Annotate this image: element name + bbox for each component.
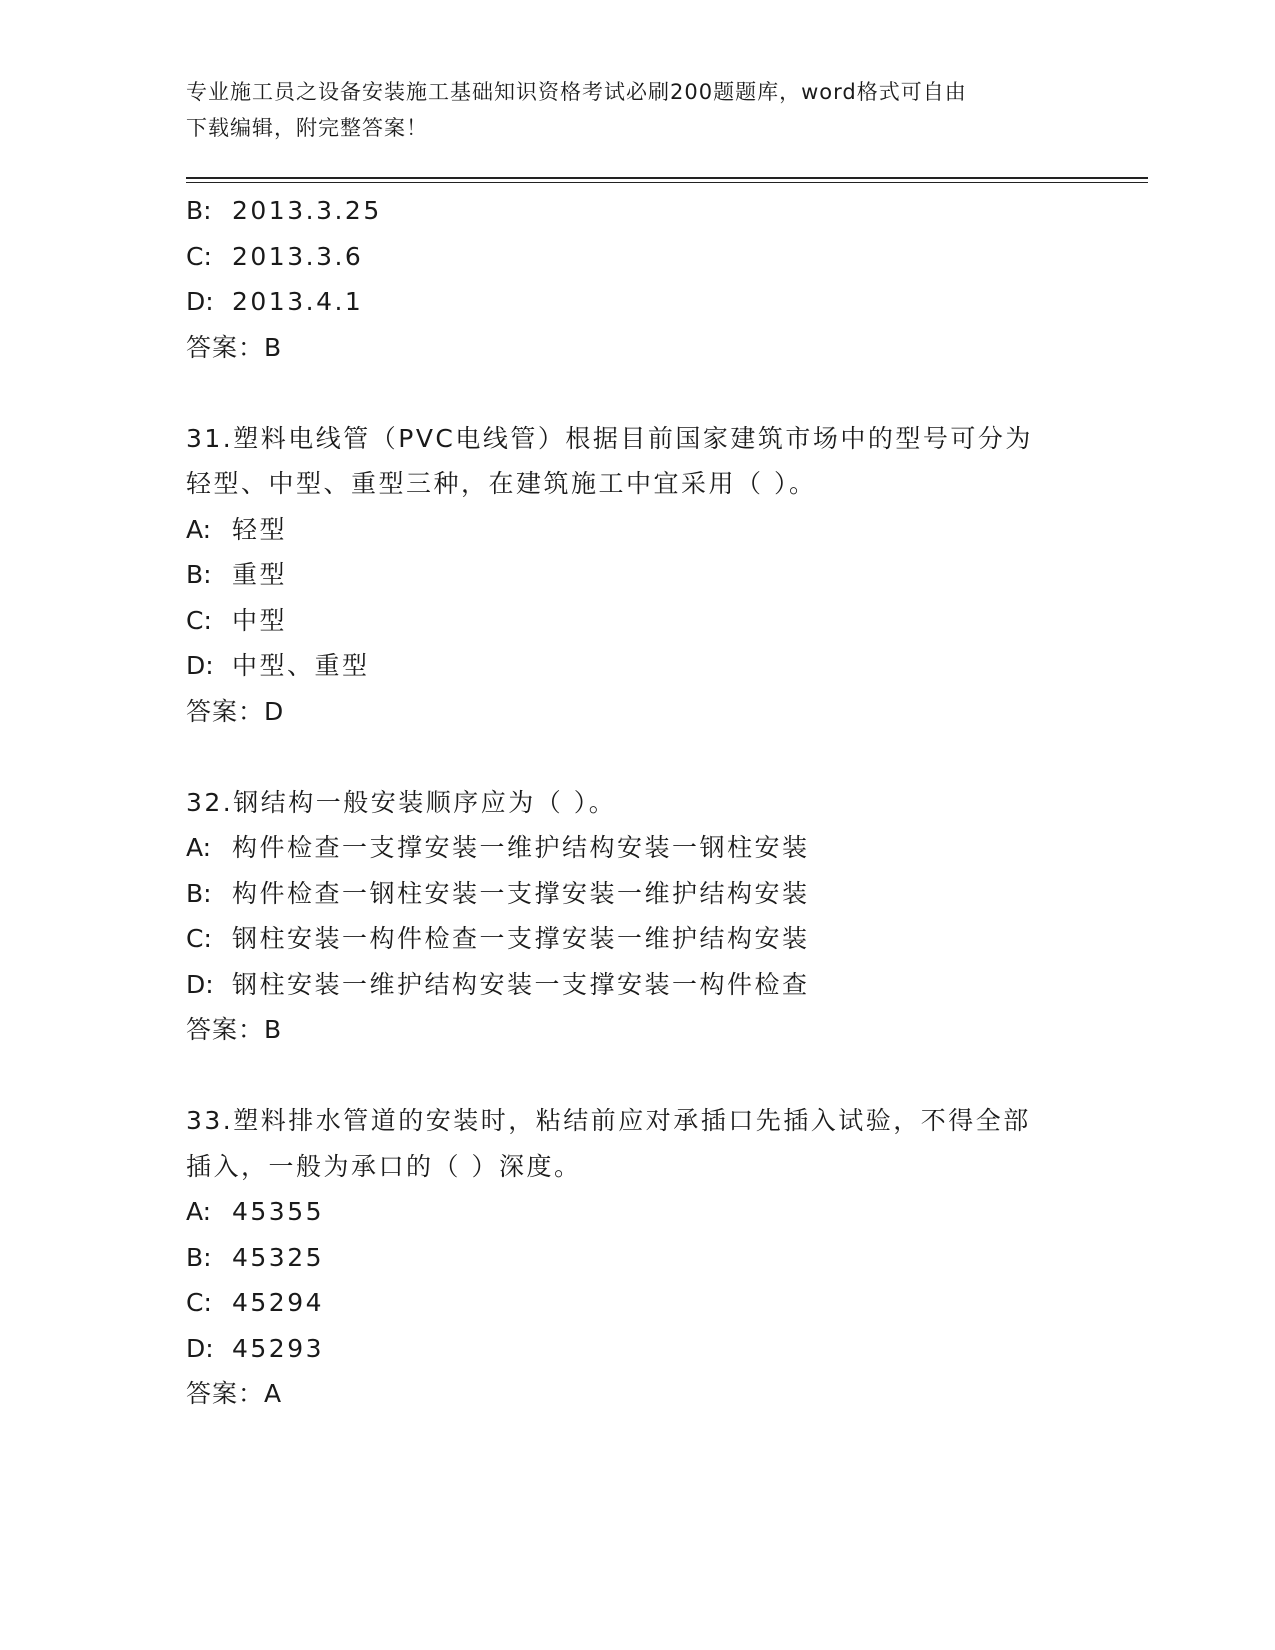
option-text: 重型: [232, 560, 288, 589]
option-key: C:: [186, 241, 212, 271]
option-a: [186, 825, 1086, 871]
option-d: [186, 962, 1086, 1008]
option-text: 2013.4.1: [232, 287, 364, 316]
question-30-continuation: [186, 188, 1086, 370]
question-stem-line: 插入，一般为承口的（ ）深度。: [186, 1151, 582, 1181]
option-text: 2013.3.25: [232, 196, 382, 225]
answer-line: 答案：B: [186, 1015, 283, 1044]
option-text: 钢柱安装一维护结构安装一支撑安装一构件检查: [232, 969, 810, 999]
option-text: 中型: [232, 605, 288, 635]
header-divider-thick: [186, 177, 1148, 179]
option-d: [186, 279, 1086, 325]
option-a: [186, 1189, 1086, 1235]
option-key: B:: [186, 878, 212, 908]
option-c: [186, 916, 1086, 962]
option-b: [186, 188, 1086, 234]
option-c: [186, 598, 1086, 644]
option-b: [186, 552, 1086, 598]
option-text: 构件检查一钢柱安装一支撑安装一维护结构安装: [232, 878, 810, 908]
answer-line: 答案：D: [186, 696, 285, 726]
question-stem-line: 轻型、中型、重型三种，在建筑施工中宜采用（ ）。: [186, 469, 817, 498]
option-key: C:: [186, 924, 212, 953]
option-text: 钢柱安装一构件检查一支撑安装一维护结构安装: [232, 924, 810, 953]
header-title-line-1: 专业施工员之设备安装施工基础知识资格考试必刷200题题库，word格式可自由: [186, 80, 967, 104]
option-a: [186, 507, 1086, 553]
option-b: [186, 1235, 1086, 1281]
option-c: [186, 1280, 1086, 1326]
page-header: [186, 74, 1066, 146]
answer-line: 答案：B: [186, 332, 283, 362]
option-key: C:: [186, 1288, 212, 1317]
option-key: D:: [186, 1333, 214, 1363]
option-text: 构件检查一支撑安装一维护结构安装一钢柱安装: [232, 833, 810, 862]
option-text: 45294: [232, 1288, 325, 1317]
question-stem-line: 32.钢结构一般安装顺序应为（ ）。: [186, 787, 617, 817]
option-key: A:: [186, 514, 212, 544]
option-key: B:: [186, 196, 212, 225]
option-text: 轻型: [232, 514, 288, 544]
question-stem-line: 33.塑料排水管道的安装时，粘结前应对承插口先插入试验，不得全部: [186, 1106, 1031, 1135]
question-33: [186, 1098, 1086, 1417]
option-key: A:: [186, 1197, 212, 1226]
option-text: 45293: [232, 1333, 325, 1363]
option-b: [186, 871, 1086, 917]
question-31: [186, 416, 1086, 735]
option-text: 2013.3.6: [232, 241, 364, 271]
option-text: 中型、重型: [232, 651, 370, 680]
question-list: [186, 188, 1086, 1417]
question-stem-line: 31.塑料电线管（PVC电线管）根据目前国家建筑市场中的型号可分为: [186, 423, 1033, 453]
question-32: [186, 780, 1086, 1053]
option-key: A:: [186, 833, 212, 862]
option-key: B:: [186, 1242, 212, 1272]
option-key: D:: [186, 969, 214, 999]
option-text: 45325: [232, 1242, 325, 1272]
option-key: B:: [186, 560, 212, 589]
header-title-line-2: 下载编辑，附完整答案！: [186, 116, 428, 140]
option-text: 45355: [232, 1197, 325, 1226]
option-key: D:: [186, 651, 214, 680]
option-key: D:: [186, 287, 214, 316]
option-d: [186, 1326, 1086, 1372]
header-divider-thin: [186, 182, 1148, 183]
option-d: [186, 643, 1086, 689]
option-c: [186, 234, 1086, 280]
option-key: C:: [186, 605, 212, 635]
answer-line: 答案：A: [186, 1379, 283, 1408]
